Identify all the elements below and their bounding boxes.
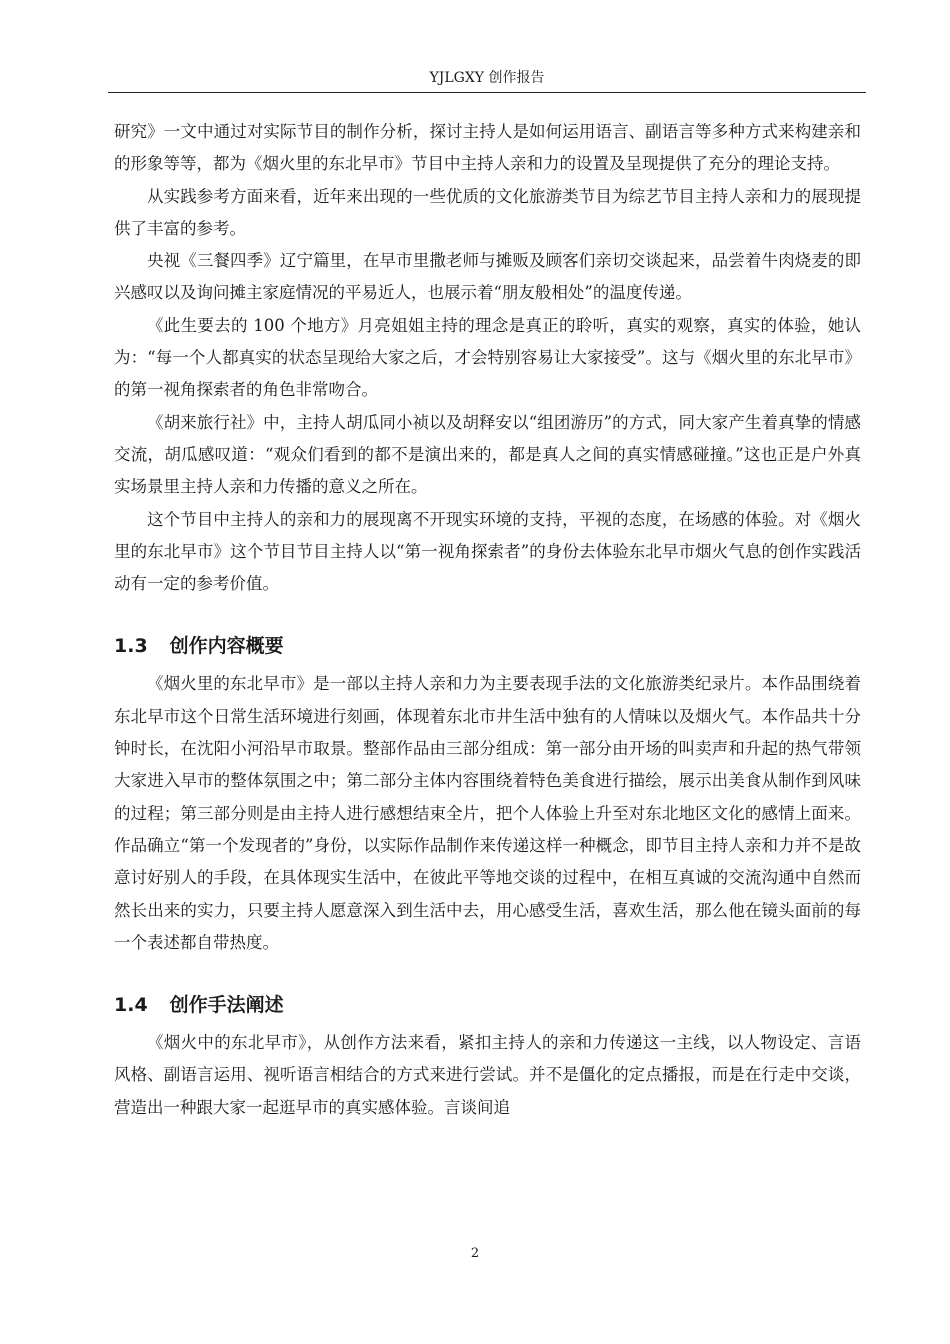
paragraph: 央视《三餐四季》辽宁篇里，在早市里撒老师与摊贩及顾客们亲切交谈起来，品尝着牛肉烧麦的即兴感叹以及询问摊主家庭情况的平易近人，也展示着“朋友般相处”的温度传递。	[114, 251, 861, 303]
paragraph-continued: 研究》一文中通过对实际节目的制作分析，探讨主持人是如何运用语言、副语言等多种方式来构建亲和的形象等等，都为《烟火里的东北早市》节目中主持人亲和力的设置及呈现提供了充分的理论支持。	[114, 122, 861, 174]
page-number: 2	[470, 1246, 480, 1261]
document-body	[114, 116, 861, 1124]
paragraph: 从实践参考方面来看，近年来出现的一些优质的文化旅游类节目为综艺节目主持人亲和力的展现提供了丰富的参考。	[114, 186, 861, 238]
page-header	[108, 66, 866, 93]
section-number: 1.4	[114, 994, 148, 1017]
paragraph: 《烟火中的东北早市》，从创作方法来看，紧扣主持人的亲和力传递这一主线，以人物设定、言语风格、副语言运用、视听语言相结合的方式来进行尝试。并不是僵化的定点播报，而是在行走中交谈，营造出一种跟大家一起逛早市的真实感体验。言谈间追	[114, 1033, 861, 1117]
paragraph: 《胡来旅行社》中，主持人胡瓜同小祯以及胡释安以“组团游历”的方式，同大家产生着真挚的情感交流，胡瓜感叹道：“观众们看到的都不是演出来的，都是真人之间的真实情感碰撞。”这也正是户外真实场景里主持人亲和力传播的意义之所在。	[114, 412, 861, 497]
section-title: 创作手法阐述	[169, 994, 284, 1017]
section-heading-1-3	[114, 630, 861, 662]
paragraph: 这个节目中主持人的亲和力的展现离不开现实环境的支持，平视的态度，在场感的体验。对《烟火里的东北早市》这个节目节目主持人以“第一视角探索者”的身份去体验东北早市烟火气息的创作实践活动有一定的参考价值。	[114, 509, 861, 594]
paragraph: 《烟火里的东北早市》是一部以主持人亲和力为主要表现手法的文化旅游类纪录片。本作品围绕着东北早市这个日常生活环境进行刻画，体现着东北市井生活中独有的人情味以及烟火气。本作品共十分钟时长，在沈阳小河沿早市取景。整部作品由三部分组成：第一部分由开场的叫卖声和升起的热气带领大家进入早市的整体氛围之中；第二部分主体内容围绕着特色美食进行描绘，展示出美食从制作到风味的过程；第三部分则是由主持人进行感想结束全片，把个人体验上升至对东北地区文化的感情上面来。作品确立“第一个发现者的”身份，以实际作品制作来传递这样一种概念，即节目主持人亲和力并不是故意讨好别人的手段，在具体现实生活中，在彼此平等地交谈的过程中，在相互真诚的交流沟通中自然而然长出来的实力，只要主持人愿意深入到生活中去，用心感受生活，喜欢生活，那么他在镜头面前的每一个表述都自带热度。	[114, 674, 861, 952]
header-title: YJLGXY 创作报告	[429, 70, 545, 86]
section-number: 1.3	[114, 635, 148, 658]
section-heading-1-4	[114, 989, 861, 1021]
paragraph: 《此生要去的 100 个地方》月亮姐姐主持的理念是真正的聆听，真实的观察，真实的体验，她认为：“每一个人都真实的状态呈现给大家之后，才会特别容易让大家接受”。这与《烟火里的东北早市》的第一视角探索者的角色非常吻合。	[114, 315, 861, 400]
section-title: 创作内容概要	[169, 635, 284, 658]
